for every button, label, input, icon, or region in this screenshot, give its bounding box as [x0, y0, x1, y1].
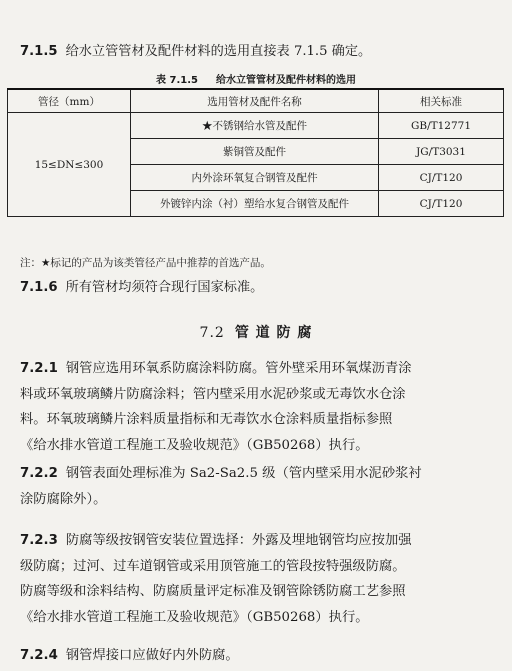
paragraph-line: [20, 528, 504, 554]
clause-text: 防腐等级按钢管安装位置选择：外露及埋地钢管均应按加强: [65, 533, 412, 548]
clause-text: 所有管材均须符合现行国家标准。: [65, 280, 264, 295]
clause-7-1-5: [20, 42, 500, 62]
clause-number: 7.1.5: [20, 44, 58, 59]
table-caption: [0, 71, 512, 86]
clause-7-2-4: [20, 643, 504, 669]
diameter-range-cell: 15≤DN≤300: [8, 113, 131, 217]
table-caption-number: 表 7.1.5: [156, 75, 198, 86]
section-heading: [0, 322, 512, 342]
clause-number: 7.1.6: [20, 280, 58, 295]
paragraph-line: [20, 461, 504, 487]
material-cell: 内外涂环氧复合钢管及配件: [131, 165, 379, 191]
table-note: 注：★标记的产品为该类管径产品中推荐的首选产品。: [20, 257, 271, 269]
paragraph-line: 料。环氧玻璃鳞片涂料质量指标和无毒饮水仓涂料质量指标参照: [20, 412, 393, 428]
clause-7-1-6: [20, 278, 500, 298]
header-diameter: 管径（mm）: [8, 89, 131, 113]
table-header-row: [8, 89, 504, 113]
clause-7-2-3: [20, 528, 504, 630]
paragraph-line: [20, 643, 504, 669]
paragraph-line: 防腐等级和涂料结构、防腐质量评定标准及钢管除锈防腐工艺参照: [20, 584, 406, 600]
standard-cell: CJ/T120: [379, 191, 504, 217]
paragraph-line: 《给水排水管道工程施工及验收规范》（GB50268）执行。: [20, 437, 369, 453]
clause-number: 7.2.2: [20, 466, 58, 481]
material-cell: ★不锈钢给水管及配件: [131, 113, 379, 139]
standard-cell: GB/T12771: [379, 113, 504, 139]
paragraph-line: 涂防腐除外）。: [20, 491, 107, 507]
paragraph-line: 《给水排水管道工程施工及验收规范》（GB50268）执行。: [20, 609, 369, 625]
clause-number: 7.2.3: [20, 533, 58, 548]
material-cell: 外镀锌内涂（衬）塑给水复合钢管及配件: [131, 191, 379, 217]
clause-text: 钢管应选用环氧系防腐涂料防腐。管外壁采用环氧煤沥青涂: [65, 361, 412, 376]
clause-7-2-2: [20, 461, 504, 512]
table-row: [8, 113, 504, 139]
standard-cell: CJ/T120: [379, 165, 504, 191]
material-cell: 紫铜管及配件: [131, 139, 379, 165]
clause-number: 7.2.4: [20, 648, 58, 663]
clause-number: 7.2.1: [20, 361, 58, 376]
table-caption-title: 给水立管管材及配件材料的选用: [215, 75, 356, 86]
paragraph-line: [20, 356, 504, 382]
header-material: 选用管材及配件名称: [131, 89, 379, 113]
section-number: 7.2: [199, 325, 225, 341]
clause-7-2-1: [20, 356, 504, 458]
section-title: 管 道 防 腐: [234, 325, 313, 341]
paragraph-line: 级防腐；过河、过车道钢管或采用顶管施工的管段按特强级防腐。: [20, 558, 406, 574]
clause-text: 钢管表面处理标准为 Sa2-Sa2.5 级（管内壁采用水泥砂浆衬: [65, 466, 422, 481]
header-standard: 相关标准: [379, 89, 504, 113]
material-table: [7, 88, 504, 217]
clause-text: 给水立管管材及配件材料的选用直接表 7.1.5 确定。: [65, 44, 372, 59]
clause-text: 钢管焊接口应做好内外防腐。: [65, 648, 239, 663]
standard-cell: JG/T3031: [379, 139, 504, 165]
paragraph-line: 料或环氧玻璃鳞片防腐涂料；管内壁采用水泥砂浆或无毒饮水仓涂: [20, 386, 406, 402]
